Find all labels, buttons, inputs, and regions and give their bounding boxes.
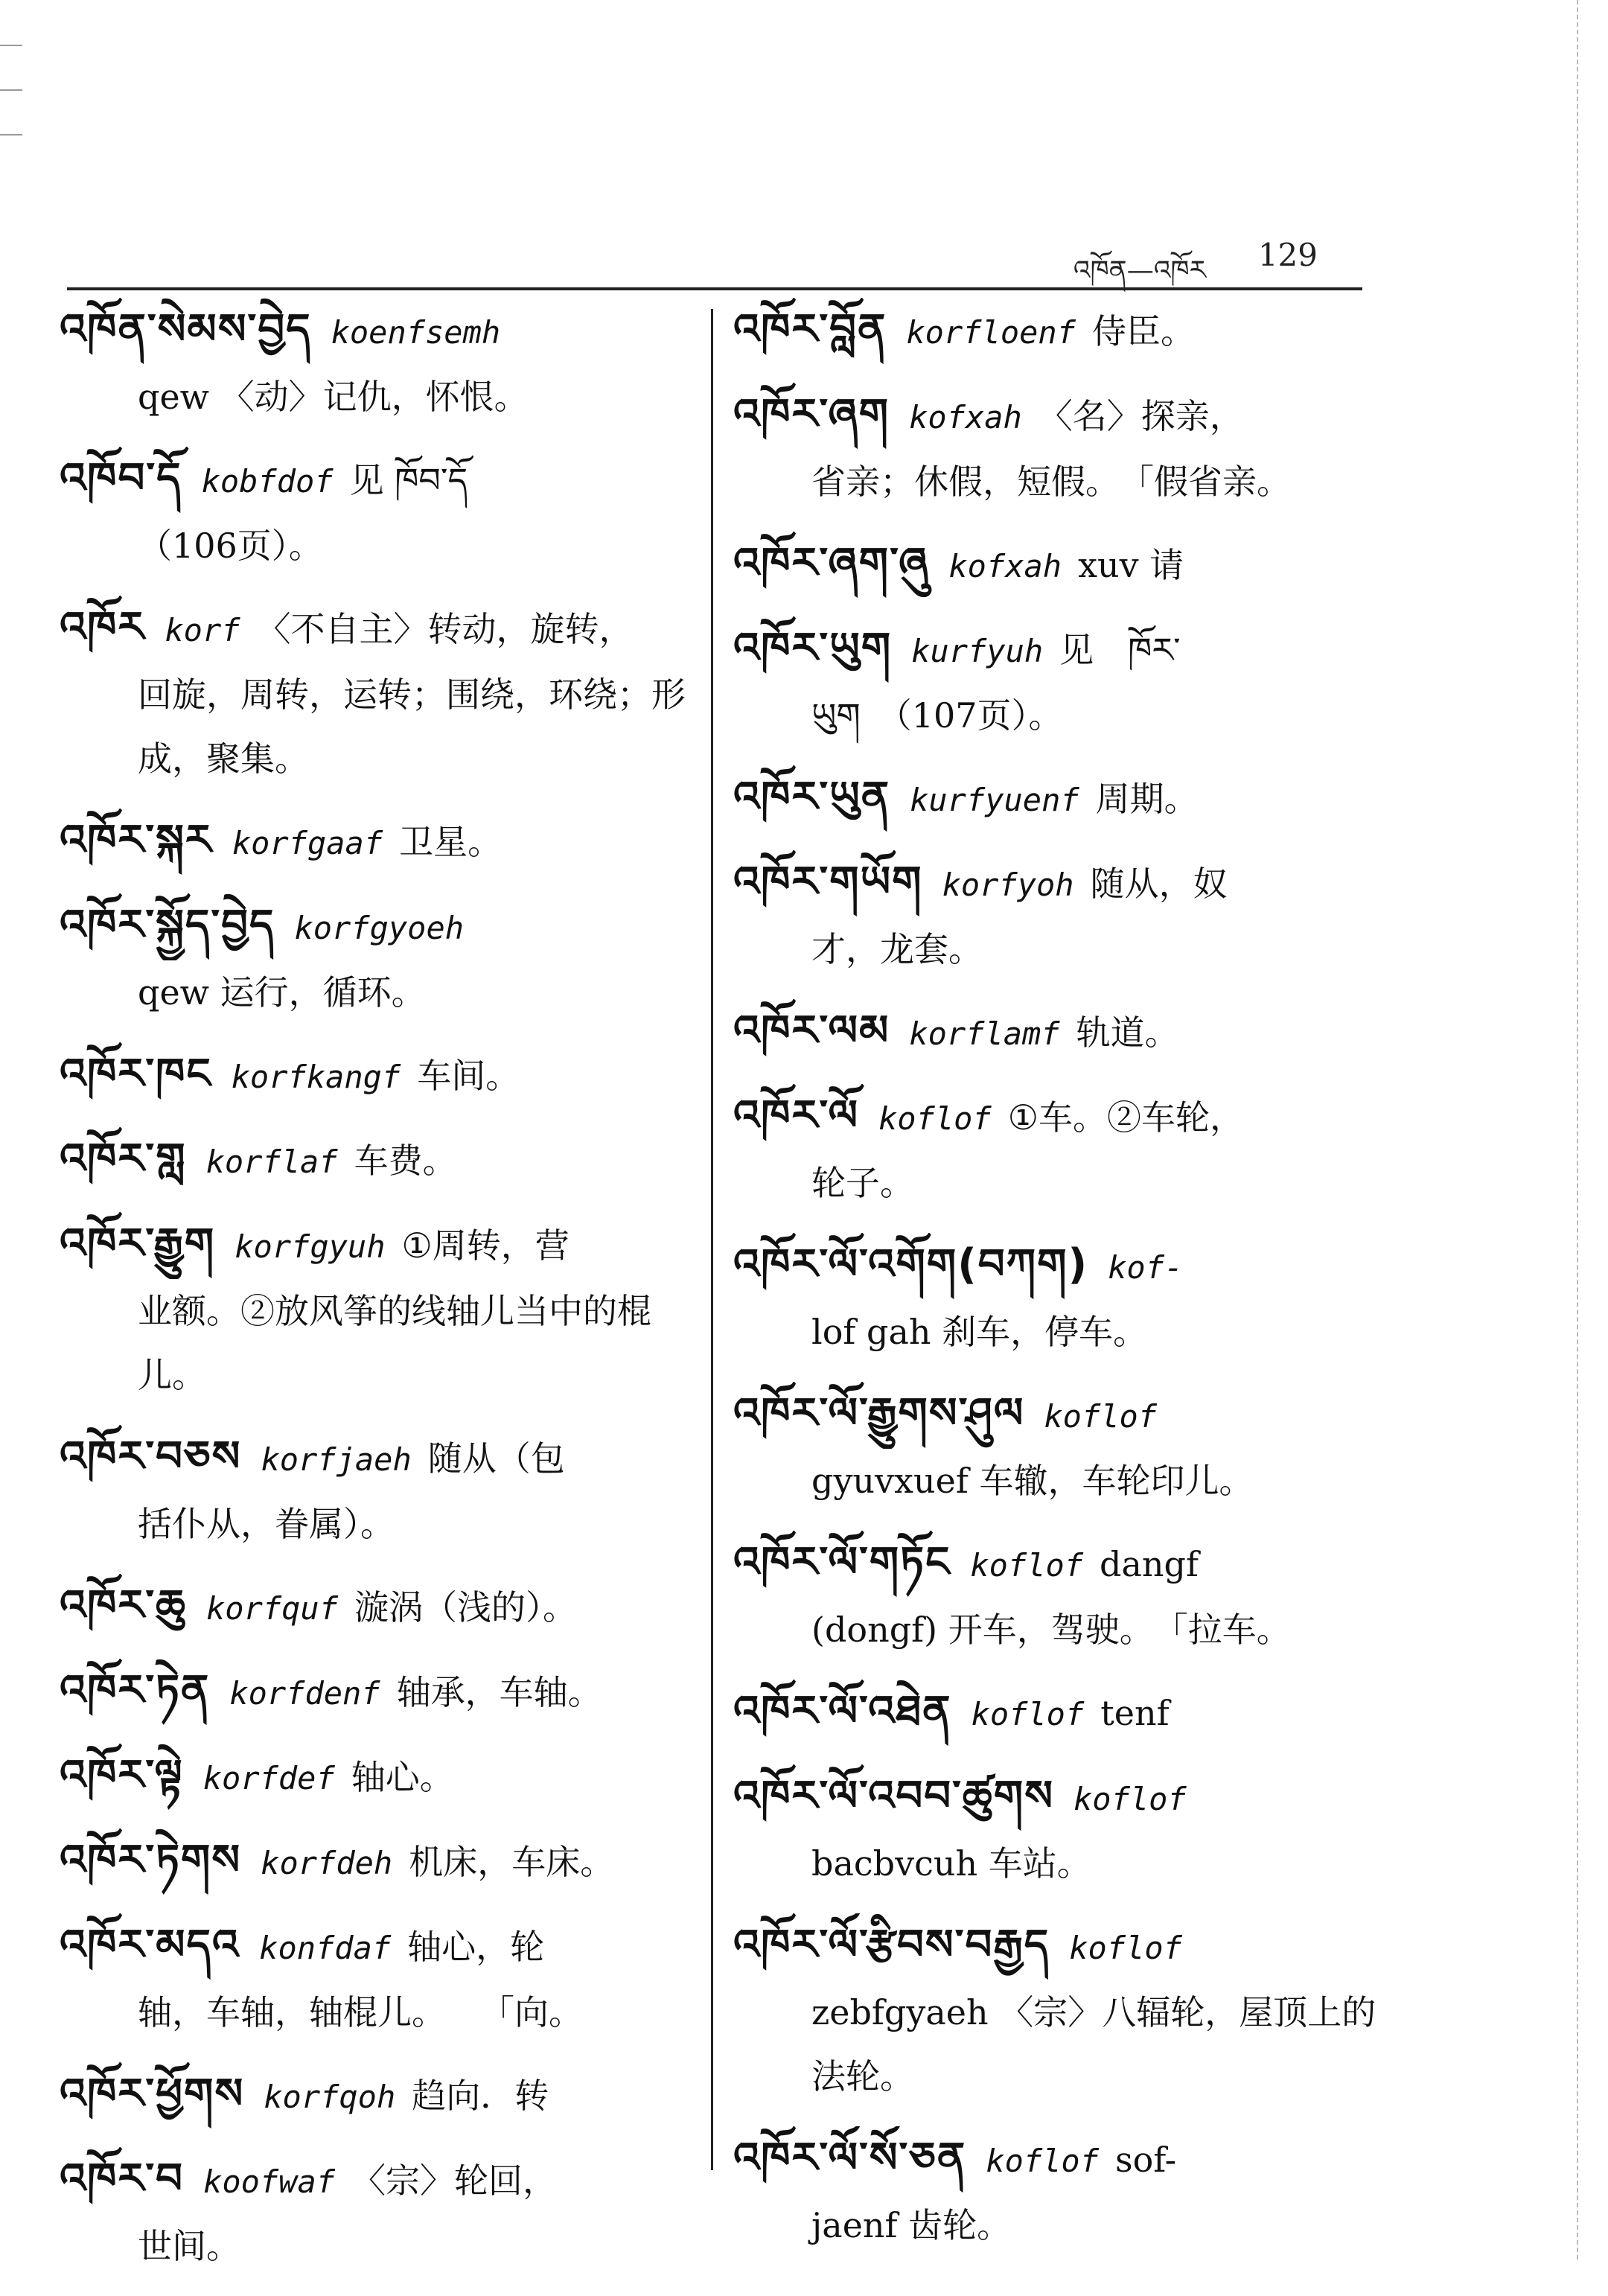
tibetan-headword: འཁོར་བ bbox=[60, 2155, 185, 2203]
entry-continuation: qew 运行，循环。 bbox=[138, 972, 426, 1013]
entry-headline bbox=[733, 1084, 1388, 1151]
dictionary-entry bbox=[733, 383, 1388, 514]
gloss: 趋向．转 bbox=[412, 2076, 549, 2116]
tibetan-headword: འཁོན་སེམས་བྱེད bbox=[60, 305, 312, 354]
entry-headline bbox=[60, 1744, 700, 1811]
gloss: xuv 请 bbox=[1078, 545, 1184, 585]
entry-headline bbox=[60, 1659, 700, 1726]
romanization: koflof bbox=[1044, 1398, 1158, 1435]
entry-continuation: zebfgyaeh 〈宗〉八辐轮，屋顶上的法轮。 bbox=[811, 1992, 1376, 2096]
dictionary-entry bbox=[733, 298, 1388, 365]
romanization: korfquf bbox=[206, 1590, 339, 1627]
gloss: 机床，车床。 bbox=[409, 1842, 615, 1882]
dictionary-entry bbox=[60, 1659, 700, 1726]
romanization: korflaf bbox=[205, 1144, 338, 1180]
romanization: korfkangf bbox=[231, 1059, 401, 1095]
romanization: kofxah bbox=[909, 399, 1022, 436]
dictionary-entry bbox=[60, 809, 700, 876]
dictionary-entry bbox=[733, 1680, 1388, 1747]
romanization: korfgaaf bbox=[232, 825, 383, 861]
gloss: ①车。②车轮， bbox=[1007, 1097, 1244, 1138]
gloss: 轴心。 bbox=[351, 1757, 454, 1797]
gloss: sof- bbox=[1115, 2140, 1177, 2180]
romanization: kofxah bbox=[948, 548, 1062, 584]
dictionary-entry bbox=[733, 532, 1388, 599]
tibetan-headword: འཁོབ་དོ bbox=[60, 454, 182, 503]
entry-continuation: qew 〈动〉记仇，怀恨。 bbox=[138, 377, 529, 417]
dictionary-entry bbox=[733, 1531, 1388, 1662]
entry-headline bbox=[60, 1042, 700, 1109]
dictionary-entry bbox=[733, 1913, 1388, 2108]
romanization: korfgyoeh bbox=[294, 910, 465, 946]
tibetan-headword: འཁོར་ལོ་རྩིབས་བརྒྱད bbox=[733, 1921, 1050, 1969]
dictionary-entry bbox=[733, 1084, 1388, 1215]
gloss: 〈不自主〉转动，旋转， bbox=[256, 609, 634, 649]
left-column bbox=[60, 298, 700, 2296]
tibetan-headword: འཁོར་སྐྱོད་བྱེད bbox=[60, 901, 275, 949]
romanization: koflof bbox=[878, 1100, 992, 1137]
right-column bbox=[733, 298, 1388, 2275]
dictionary-entry bbox=[60, 447, 700, 578]
gloss: 轴承，车轴。 bbox=[396, 1672, 602, 1712]
dictionary-entry bbox=[60, 2062, 700, 2129]
column-divider bbox=[711, 309, 713, 2170]
romanization: korfdeh bbox=[261, 1845, 393, 1881]
tibetan-headword: འཁོར་བཅས bbox=[60, 1432, 242, 1481]
entry-continuation: 轮子。 bbox=[811, 1163, 914, 1203]
entry-continuation: 回旋，周转，运转；围绕，环绕；形成，聚集。 bbox=[138, 675, 686, 779]
dictionary-entry bbox=[733, 1382, 1388, 1513]
romanization: kurfyuh bbox=[911, 633, 1044, 669]
romanization: koflof bbox=[970, 1547, 1084, 1584]
dictionary-entry bbox=[60, 1913, 700, 2044]
dictionary-entry bbox=[60, 1212, 700, 1407]
entry-headline bbox=[60, 447, 700, 514]
entry-headline bbox=[60, 1828, 700, 1895]
romanization: koflof bbox=[1073, 1781, 1187, 1817]
scan-edge bbox=[1575, 0, 1578, 2260]
tibetan-headword: འཁོར་མདའ bbox=[60, 1921, 240, 1969]
entry-continuation: bacbvcuh 车站。 bbox=[811, 1843, 1091, 1884]
romanization: korfjaeh bbox=[261, 1441, 412, 1478]
romanization: koflof bbox=[986, 2143, 1099, 2179]
entry-continuation: 轴，车轴，轴棍儿。 「向。 bbox=[138, 1992, 583, 2032]
gloss: dangf bbox=[1100, 1544, 1199, 1584]
tibetan-headword: འཁོར་གཡོག bbox=[733, 858, 923, 906]
tibetan-headword: འཁོར་ཡུག bbox=[733, 624, 893, 672]
gloss: tenf bbox=[1100, 1693, 1170, 1733]
scan-margin-mark bbox=[0, 45, 22, 46]
tibetan-headword: འཁོར་ཆུ bbox=[60, 1581, 187, 1630]
entry-headline bbox=[733, 1680, 1388, 1747]
tibetan-headword: འཁོར་གླ bbox=[60, 1135, 187, 1183]
gloss: 侍臣。 bbox=[1091, 311, 1195, 351]
entry-headline bbox=[60, 298, 700, 365]
gloss: ①周转，营 bbox=[401, 1225, 570, 1266]
entry-continuation: 业额。②放风筝的线轴儿当中的棍儿。 bbox=[138, 1291, 651, 1395]
dictionary-entry bbox=[60, 893, 700, 1024]
entry-headline bbox=[733, 1233, 1388, 1300]
scan-margin-mark bbox=[0, 134, 22, 135]
tibetan-headword: འཁོར་རྒྱུག bbox=[60, 1219, 216, 1268]
gloss: 车间。 bbox=[417, 1056, 520, 1096]
romanization: koflof bbox=[971, 1696, 1085, 1732]
tibetan-headword: འཁོར་ཞག་ཞུ bbox=[733, 539, 930, 587]
entry-headline bbox=[60, 893, 700, 960]
tibetan-headword: འཁོར་ལམ bbox=[733, 1007, 890, 1055]
dictionary-entry bbox=[60, 298, 700, 429]
dictionary-entry bbox=[60, 1425, 700, 1556]
romanization: korfdef bbox=[202, 1760, 335, 1796]
tibetan-headword: འཁོར་ལོ་འབབ་ཚུགས bbox=[733, 1772, 1054, 1820]
entry-headline bbox=[733, 765, 1388, 832]
gloss: 周期。 bbox=[1095, 779, 1199, 819]
tibetan-headword: འཁོར་ཞག bbox=[733, 390, 890, 439]
tibetan-headword: འཁོར་ལོ་འཐེན bbox=[733, 1687, 952, 1735]
dictionary-entry bbox=[60, 596, 700, 791]
entry-headline bbox=[60, 1425, 700, 1492]
entry-headline bbox=[733, 850, 1388, 917]
romanization: kof- bbox=[1108, 1249, 1184, 1286]
gloss: 随从（包 bbox=[427, 1438, 565, 1479]
entry-headline bbox=[733, 298, 1388, 365]
romanization: korf bbox=[165, 612, 240, 648]
entry-continuation: ཡུག （107页）。 bbox=[811, 695, 1063, 736]
entry-headline bbox=[60, 1574, 700, 1641]
tibetan-headword: འཁོར་ཕྱོགས bbox=[60, 2070, 245, 2118]
header-rule bbox=[67, 287, 1362, 290]
entry-continuation: jaenf 齿轮。 bbox=[811, 2205, 1012, 2245]
romanization: koflof bbox=[1069, 1930, 1182, 1966]
gloss: 漩涡（浅的）。 bbox=[354, 1587, 578, 1627]
gloss: 见 ཁོར་ bbox=[1059, 630, 1181, 670]
entry-headline bbox=[733, 532, 1388, 599]
tibetan-headword: འཁོར་ལོ་སོ་ཅན bbox=[733, 2134, 967, 2182]
entry-headline bbox=[733, 999, 1388, 1066]
entry-continuation: 才，龙套。 bbox=[811, 929, 983, 969]
dictionary-entry bbox=[60, 1042, 700, 1109]
page-number: 129 bbox=[1257, 237, 1318, 273]
tibetan-headword: འཁོར་ལྟེ bbox=[60, 1751, 184, 1799]
gloss: 车费。 bbox=[354, 1141, 457, 1181]
dictionary-entry bbox=[60, 1574, 700, 1641]
entry-headline bbox=[60, 1212, 700, 1279]
romanization: korflamf bbox=[909, 1015, 1060, 1052]
romanization: korfloenf bbox=[906, 314, 1076, 351]
entry-headline bbox=[60, 1127, 700, 1194]
dictionary-entry bbox=[60, 2147, 700, 2278]
tibetan-headword: འཁོར་ལོ་འགོག(བཀག) bbox=[733, 1240, 1089, 1289]
romanization: korfyoh bbox=[942, 867, 1074, 903]
entry-continuation: 括仆从，眷属）。 bbox=[138, 1504, 395, 1544]
entry-headline bbox=[733, 2126, 1388, 2193]
guide-words: འཁོན—འཁོར bbox=[1073, 255, 1206, 286]
entry-continuation: （106页）。 bbox=[138, 526, 323, 566]
scan-margin-mark bbox=[0, 89, 22, 91]
dictionary-entry bbox=[60, 1744, 700, 1811]
dictionary-entry bbox=[733, 765, 1388, 832]
dictionary-entry bbox=[733, 1233, 1388, 1364]
tibetan-headword: འཁོར་སྐར bbox=[60, 816, 213, 864]
dictionary-entry bbox=[733, 2126, 1388, 2257]
entry-headline bbox=[60, 2062, 700, 2129]
entry-headline bbox=[733, 383, 1388, 450]
tibetan-headword: འཁོར bbox=[60, 603, 146, 651]
gloss: 〈名〉探亲， bbox=[1038, 396, 1244, 436]
entry-continuation: gyuvxuef 车辙，车轮印儿。 bbox=[811, 1461, 1254, 1501]
gloss: 〈宗〉轮回， bbox=[351, 2161, 558, 2201]
romanization: koenfsemh bbox=[331, 314, 501, 351]
dictionary-entry bbox=[733, 850, 1388, 981]
romanization: kurfyuenf bbox=[910, 782, 1079, 818]
tibetan-headword: འཁོར་ཡུན bbox=[733, 773, 891, 821]
romanization: korfqoh bbox=[264, 2079, 396, 2115]
entry-continuation: (dongf) 开车，驾驶。 「拉车。 bbox=[811, 1610, 1291, 1650]
gloss: 轴心，轮 bbox=[407, 1927, 545, 1967]
gloss: 卫星。 bbox=[399, 822, 502, 862]
entry-continuation: lof gah 刹车，停车。 bbox=[811, 1312, 1148, 1352]
tibetan-headword: འཁོར་ཏེགས bbox=[60, 1836, 242, 1884]
romanization: konfdaf bbox=[259, 1930, 392, 1966]
entry-headline bbox=[60, 2147, 700, 2214]
romanization: kobfdof bbox=[201, 463, 334, 500]
entry-headline bbox=[733, 616, 1388, 683]
entry-headline bbox=[733, 1913, 1388, 1980]
tibetan-headword: འཁོར་བློན bbox=[733, 305, 887, 354]
entry-headline bbox=[733, 1382, 1388, 1449]
entry-headline bbox=[733, 1531, 1388, 1598]
entry-headline bbox=[60, 596, 700, 663]
romanization: koofwaf bbox=[203, 2163, 336, 2200]
tibetan-headword: འཁོར་ལོ་གཏོང bbox=[733, 1538, 951, 1587]
tibetan-headword: འཁོར་ལོ་རྒྱུགས་ཤུལ bbox=[733, 1389, 1025, 1438]
entry-continuation: 省亲；休假，短假。 「假省亲。 bbox=[811, 462, 1291, 502]
entry-headline bbox=[60, 1913, 700, 1980]
dictionary-entry bbox=[60, 1127, 700, 1194]
romanization: korfdenf bbox=[229, 1675, 380, 1712]
gloss: 随从，奴 bbox=[1090, 864, 1228, 904]
dictionary-entry bbox=[733, 1764, 1388, 1895]
entry-headline bbox=[733, 1764, 1388, 1831]
gloss: 轨道。 bbox=[1076, 1013, 1179, 1053]
tibetan-headword: འཁོར་ལོ bbox=[733, 1091, 859, 1140]
dictionary-entry bbox=[60, 1828, 700, 1895]
dictionary-entry bbox=[733, 999, 1388, 1066]
romanization: korfgyuh bbox=[234, 1228, 386, 1265]
gloss: 见 ཁོབ་དོ bbox=[349, 460, 468, 500]
tibetan-headword: འཁོར་ཁང bbox=[60, 1050, 212, 1098]
page-header bbox=[67, 223, 1362, 290]
dictionary-entry bbox=[733, 616, 1388, 747]
tibetan-headword: འཁོར་ཏེན bbox=[60, 1666, 211, 1715]
entry-headline bbox=[60, 809, 700, 876]
entry-continuation: 世间。 bbox=[138, 2226, 240, 2266]
